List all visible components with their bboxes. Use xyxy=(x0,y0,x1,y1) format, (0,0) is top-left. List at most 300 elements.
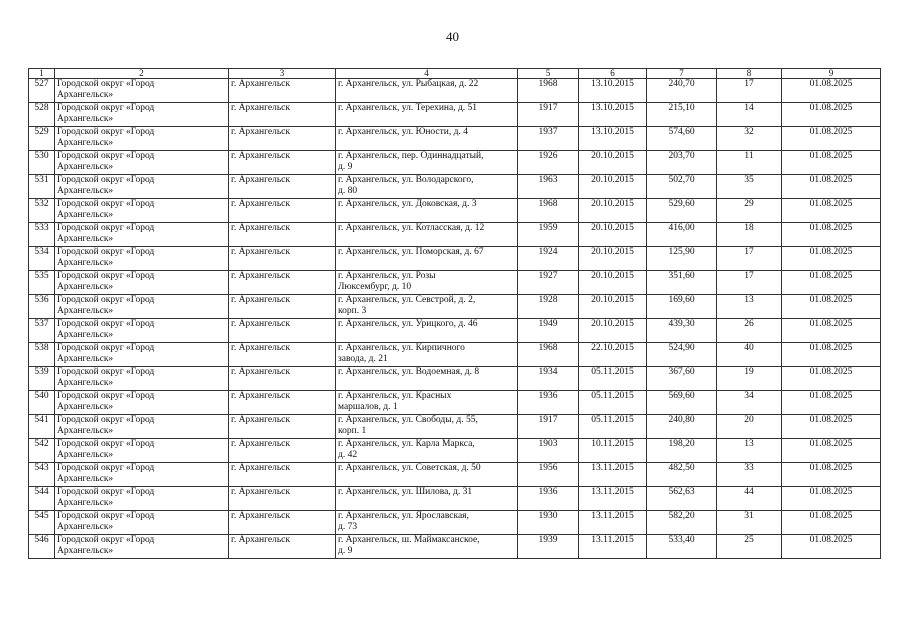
municipality-cell xyxy=(55,295,229,319)
address-cell-line: г. Архангельск, ул. Юности, д. 4 xyxy=(338,127,468,137)
area-cell xyxy=(647,175,717,199)
row-number-cell-line: 541 xyxy=(34,415,49,425)
date-cell-line: 13.10.2015 xyxy=(591,79,634,89)
deadline-cell-line: 01.08.2025 xyxy=(809,295,853,305)
deadline-cell-line: 01.08.2025 xyxy=(809,271,853,281)
address-cell-line: г. Архангельск, ул. Шилова, д. 31 xyxy=(338,487,473,497)
deadline-cell xyxy=(782,343,881,367)
count-cell xyxy=(717,79,782,103)
municipality-cell-line: Городской округ «Город xyxy=(57,271,155,281)
municipality-cell-line: Архангельск» xyxy=(57,162,114,173)
row-number-cell-line: 532 xyxy=(34,199,49,209)
year-cell-line: 1936 xyxy=(538,391,558,401)
count-cell-line: 40 xyxy=(744,343,754,353)
municipality-cell xyxy=(55,151,229,175)
area-cell xyxy=(647,463,717,487)
municipality-cell xyxy=(55,487,229,511)
municipality-cell-line: Архангельск» xyxy=(57,90,114,101)
municipality-cell-line: Городской округ «Город xyxy=(57,127,155,137)
address-cell xyxy=(336,175,518,199)
date-cell xyxy=(579,127,647,151)
row-number-cell xyxy=(29,487,55,511)
municipality-cell-line: Архангельск» xyxy=(57,282,114,293)
table-row xyxy=(29,535,881,559)
table-row xyxy=(29,151,881,175)
count-cell-line: 19 xyxy=(744,367,754,377)
area-cell-line: 439,30 xyxy=(668,319,695,329)
year-cell xyxy=(518,487,579,511)
municipality-cell xyxy=(55,415,229,439)
date-cell xyxy=(579,391,647,415)
row-number-cell xyxy=(29,511,55,535)
table-row xyxy=(29,463,881,487)
address-cell-line: г. Архангельск, ул. Водоемная, д. 8 xyxy=(338,367,480,377)
municipality-cell-line: Архангельск» xyxy=(57,306,114,317)
row-number-cell-line: 530 xyxy=(34,151,49,161)
municipality-cell-line: Архангельск» xyxy=(57,450,114,461)
address-cell-line: г. Архангельск, ул. Розы xyxy=(338,271,436,281)
city-cell xyxy=(229,271,336,295)
deadline-cell-line: 01.08.2025 xyxy=(809,487,853,497)
row-number-cell-line: 536 xyxy=(34,295,49,305)
row-number-cell-line: 537 xyxy=(34,319,49,329)
date-cell xyxy=(579,175,647,199)
date-cell xyxy=(579,343,647,367)
city-cell-line: г. Архангельск xyxy=(231,439,291,449)
deadline-cell-line: 01.08.2025 xyxy=(809,79,853,89)
area-cell-line: 351,60 xyxy=(668,271,695,281)
municipality-cell xyxy=(55,223,229,247)
municipality-cell xyxy=(55,175,229,199)
deadline-cell-line: 01.08.2025 xyxy=(809,391,853,401)
deadline-cell xyxy=(782,271,881,295)
area-cell xyxy=(647,391,717,415)
row-number-cell-line: 535 xyxy=(34,271,49,281)
city-cell xyxy=(229,319,336,343)
deadline-cell xyxy=(782,79,881,103)
municipality-cell-line: Городской округ «Город xyxy=(57,103,155,113)
area-cell-line: 240,70 xyxy=(668,79,695,89)
count-cell-line: 44 xyxy=(744,487,754,497)
year-cell xyxy=(518,175,579,199)
row-number-cell-line: 534 xyxy=(34,247,49,257)
municipality-cell-line: Архангельск» xyxy=(57,426,114,437)
deadline-cell-line: 01.08.2025 xyxy=(809,103,853,113)
municipality-cell xyxy=(55,127,229,151)
area-cell-line: 215,10 xyxy=(668,103,695,113)
area-cell xyxy=(647,223,717,247)
year-cell xyxy=(518,319,579,343)
address-cell xyxy=(336,223,518,247)
deadline-cell-line: 01.08.2025 xyxy=(809,343,853,353)
count-cell-line: 17 xyxy=(744,79,754,89)
year-cell-line: 1917 xyxy=(538,103,558,113)
date-cell-line: 20.10.2015 xyxy=(591,175,634,185)
table-row xyxy=(29,487,881,511)
row-number-cell xyxy=(29,199,55,223)
year-cell xyxy=(518,79,579,103)
address-cell-line: г. Архангельск, ул. Красных xyxy=(338,391,452,401)
count-cell-line: 34 xyxy=(744,391,754,401)
date-cell-line: 20.10.2015 xyxy=(591,199,634,209)
date-cell xyxy=(579,511,647,535)
column-header: 5 xyxy=(518,69,579,79)
row-number-cell-line: 528 xyxy=(34,103,49,113)
count-cell xyxy=(717,343,782,367)
table-header xyxy=(29,69,881,79)
date-cell-line: 05.11.2015 xyxy=(591,415,634,425)
year-cell xyxy=(518,295,579,319)
address-cell-line: завода, д. 21 xyxy=(338,354,388,365)
address-cell-line: г. Архангельск, ул. Кирпичного xyxy=(338,343,465,353)
address-cell xyxy=(336,295,518,319)
address-cell xyxy=(336,511,518,535)
date-cell xyxy=(579,151,647,175)
column-header: 4 xyxy=(336,69,518,79)
date-cell-line: 20.10.2015 xyxy=(591,319,634,329)
city-cell xyxy=(229,127,336,151)
deadline-cell xyxy=(782,151,881,175)
address-cell-line: г. Архангельск, ул. Свободы, д. 55, xyxy=(338,415,478,425)
year-cell xyxy=(518,367,579,391)
date-cell xyxy=(579,223,647,247)
municipality-cell xyxy=(55,319,229,343)
table-row xyxy=(29,199,881,223)
year-cell xyxy=(518,439,579,463)
column-header: 2 xyxy=(55,69,229,79)
deadline-cell xyxy=(782,535,881,559)
address-cell xyxy=(336,247,518,271)
city-cell-line: г. Архангельск xyxy=(231,247,291,257)
count-cell-line: 17 xyxy=(744,271,754,281)
area-cell xyxy=(647,247,717,271)
count-cell xyxy=(717,367,782,391)
table-row xyxy=(29,79,881,103)
table-row xyxy=(29,175,881,199)
deadline-cell xyxy=(782,391,881,415)
year-cell-line: 1963 xyxy=(538,175,558,185)
municipality-cell-line: Архангельск» xyxy=(57,402,114,413)
municipality-cell-line: Городской округ «Город xyxy=(57,463,155,473)
year-cell-line: 1927 xyxy=(538,271,558,281)
table-row xyxy=(29,439,881,463)
city-cell-line: г. Архангельск xyxy=(231,223,291,233)
date-cell-line: 20.10.2015 xyxy=(591,271,634,281)
area-cell-line: 502,70 xyxy=(668,175,695,185)
row-number-cell xyxy=(29,391,55,415)
area-cell xyxy=(647,343,717,367)
city-cell xyxy=(229,415,336,439)
area-cell-line: 562,63 xyxy=(668,487,695,497)
row-number-cell xyxy=(29,439,55,463)
year-cell xyxy=(518,463,579,487)
row-number-cell-line: 540 xyxy=(34,391,49,401)
municipality-cell xyxy=(55,199,229,223)
count-cell-line: 18 xyxy=(744,223,754,233)
count-cell-line: 33 xyxy=(744,463,754,473)
count-cell-line: 25 xyxy=(744,535,754,545)
year-cell-line: 1924 xyxy=(538,247,558,257)
area-cell-line: 574,60 xyxy=(668,127,695,137)
municipality-cell-line: Архангельск» xyxy=(57,210,114,221)
address-cell xyxy=(336,79,518,103)
deadline-cell xyxy=(782,319,881,343)
address-cell xyxy=(336,487,518,511)
city-cell-line: г. Архангельск xyxy=(231,391,291,401)
area-cell xyxy=(647,79,717,103)
city-cell xyxy=(229,391,336,415)
year-cell xyxy=(518,271,579,295)
date-cell-line: 22.10.2015 xyxy=(591,343,634,353)
city-cell-line: г. Архангельск xyxy=(231,463,291,473)
city-cell-line: г. Архангельск xyxy=(231,487,291,497)
address-cell-line: г. Архангельск, ул. Поморская, д. 67 xyxy=(338,247,484,257)
count-cell-line: 31 xyxy=(744,511,754,521)
count-cell xyxy=(717,439,782,463)
deadline-cell xyxy=(782,127,881,151)
year-cell-line: 1936 xyxy=(538,487,558,497)
date-cell xyxy=(579,439,647,463)
area-cell-line: 240,80 xyxy=(668,415,695,425)
count-cell-line: 17 xyxy=(744,247,754,257)
municipality-cell xyxy=(55,511,229,535)
date-cell xyxy=(579,199,647,223)
count-cell xyxy=(717,175,782,199)
address-cell xyxy=(336,535,518,559)
area-cell-line: 533,40 xyxy=(668,535,695,545)
municipality-cell-line: Городской округ «Город xyxy=(57,175,155,185)
year-cell-line: 1930 xyxy=(538,511,558,521)
address-cell-line: г. Архангельск, ул. Котласская, д. 12 xyxy=(338,223,485,233)
address-cell xyxy=(336,343,518,367)
address-cell xyxy=(336,151,518,175)
municipality-cell xyxy=(55,391,229,415)
column-header: 1 xyxy=(29,69,55,79)
municipality-cell-line: Архангельск» xyxy=(57,330,114,341)
deadline-cell xyxy=(782,247,881,271)
column-header: 9 xyxy=(782,69,881,79)
table-row xyxy=(29,103,881,127)
year-cell-line: 1949 xyxy=(538,319,558,329)
year-cell-line: 1903 xyxy=(538,439,558,449)
date-cell-line: 05.11.2015 xyxy=(591,367,634,377)
date-cell-line: 13.11.2015 xyxy=(591,487,634,497)
municipality-cell-line: Городской округ «Город xyxy=(57,391,155,401)
deadline-cell-line: 01.08.2025 xyxy=(809,247,853,257)
deadline-cell xyxy=(782,367,881,391)
count-cell xyxy=(717,319,782,343)
city-cell xyxy=(229,79,336,103)
row-number-cell-line: 531 xyxy=(34,175,49,185)
city-cell xyxy=(229,343,336,367)
address-cell-line: корп. 3 xyxy=(338,306,367,317)
area-cell-line: 582,20 xyxy=(668,511,695,521)
date-cell-line: 13.10.2015 xyxy=(591,103,634,113)
deadline-cell xyxy=(782,463,881,487)
row-number-cell xyxy=(29,319,55,343)
year-cell-line: 1959 xyxy=(538,223,558,233)
city-cell-line: г. Архангельск xyxy=(231,127,291,137)
date-cell xyxy=(579,79,647,103)
city-cell-line: г. Архангельск xyxy=(231,319,291,329)
row-number-cell xyxy=(29,535,55,559)
city-cell-line: г. Архангельск xyxy=(231,535,291,545)
table-row xyxy=(29,511,881,535)
municipality-cell-line: Городской округ «Город xyxy=(57,247,155,257)
address-cell xyxy=(336,199,518,223)
table-row xyxy=(29,319,881,343)
municipality-cell xyxy=(55,535,229,559)
address-cell-line: корп. 1 xyxy=(338,426,367,437)
row-number-cell xyxy=(29,463,55,487)
date-cell xyxy=(579,247,647,271)
table-row xyxy=(29,343,881,367)
column-header: 8 xyxy=(717,69,782,79)
deadline-cell-line: 01.08.2025 xyxy=(809,175,853,185)
address-cell xyxy=(336,127,518,151)
date-cell-line: 13.10.2015 xyxy=(591,127,634,137)
count-cell-line: 35 xyxy=(744,175,754,185)
area-cell xyxy=(647,127,717,151)
row-number-cell xyxy=(29,103,55,127)
address-cell-line: Люксембург, д. 10 xyxy=(338,282,412,293)
date-cell xyxy=(579,535,647,559)
address-cell xyxy=(336,439,518,463)
municipality-cell-line: Городской округ «Город xyxy=(57,295,155,305)
count-cell xyxy=(717,295,782,319)
count-cell xyxy=(717,463,782,487)
area-cell xyxy=(647,199,717,223)
area-cell xyxy=(647,487,717,511)
count-cell-line: 11 xyxy=(744,151,754,161)
address-cell xyxy=(336,103,518,127)
city-cell xyxy=(229,535,336,559)
table-row xyxy=(29,127,881,151)
year-cell-line: 1939 xyxy=(538,535,558,545)
row-number-cell-line: 546 xyxy=(34,535,49,545)
municipality-cell-line: Архангельск» xyxy=(57,474,114,485)
area-cell-line: 569,60 xyxy=(668,391,695,401)
year-cell xyxy=(518,199,579,223)
year-cell-line: 1937 xyxy=(538,127,558,137)
date-cell-line: 20.10.2015 xyxy=(591,247,634,257)
city-cell xyxy=(229,367,336,391)
municipality-cell xyxy=(55,367,229,391)
count-cell-line: 26 xyxy=(744,319,754,329)
address-cell-line: г. Архангельск, ул. Советская, д. 50 xyxy=(338,463,481,473)
count-cell-line: 20 xyxy=(744,415,754,425)
city-cell-line: г. Архангельск xyxy=(231,151,291,161)
area-cell-line: 203,70 xyxy=(668,151,695,161)
municipality-cell-line: Городской округ «Город xyxy=(57,151,155,161)
year-cell xyxy=(518,151,579,175)
row-number-cell-line: 544 xyxy=(34,487,49,497)
year-cell xyxy=(518,391,579,415)
area-cell-line: 367,60 xyxy=(668,367,695,377)
municipality-cell-line: Городской округ «Город xyxy=(57,319,155,329)
date-cell xyxy=(579,367,647,391)
date-cell-line: 10.11.2015 xyxy=(591,439,634,449)
row-number-cell xyxy=(29,175,55,199)
address-cell xyxy=(336,271,518,295)
address-cell-line: г. Архангельск, ул. Доковская, д. 3 xyxy=(338,199,477,209)
year-cell xyxy=(518,511,579,535)
year-cell xyxy=(518,343,579,367)
municipality-cell-line: Городской округ «Город xyxy=(57,487,155,497)
row-number-cell-line: 533 xyxy=(34,223,49,233)
address-cell xyxy=(336,391,518,415)
year-cell-line: 1968 xyxy=(538,199,558,209)
city-cell xyxy=(229,247,336,271)
municipality-cell-line: Городской округ «Город xyxy=(57,343,155,353)
row-number-cell-line: 543 xyxy=(34,463,49,473)
column-header: 3 xyxy=(229,69,336,79)
address-cell xyxy=(336,319,518,343)
area-cell-line: 529,60 xyxy=(668,199,695,209)
row-number-cell-line: 538 xyxy=(34,343,49,353)
row-number-cell xyxy=(29,415,55,439)
address-cell-line: г. Архангельск, ул. Ярославская, xyxy=(338,511,469,521)
count-cell xyxy=(717,127,782,151)
address-cell xyxy=(336,463,518,487)
table-row xyxy=(29,367,881,391)
city-cell xyxy=(229,295,336,319)
table-row xyxy=(29,391,881,415)
count-cell xyxy=(717,511,782,535)
address-cell-line: г. Архангельск, ш. Маймаксанское, xyxy=(338,535,480,545)
area-cell xyxy=(647,271,717,295)
count-cell xyxy=(717,271,782,295)
year-cell xyxy=(518,247,579,271)
city-cell-line: г. Архангельск xyxy=(231,103,291,113)
municipality-cell xyxy=(55,463,229,487)
municipality-cell-line: Архангельск» xyxy=(57,138,114,149)
municipality-cell xyxy=(55,271,229,295)
address-cell-line: д. 80 xyxy=(338,186,358,197)
city-cell xyxy=(229,151,336,175)
year-cell xyxy=(518,103,579,127)
table-row xyxy=(29,415,881,439)
deadline-cell xyxy=(782,415,881,439)
municipality-cell xyxy=(55,343,229,367)
area-cell-line: 482,50 xyxy=(668,463,695,473)
table-row xyxy=(29,247,881,271)
area-cell xyxy=(647,319,717,343)
date-cell-line: 13.11.2015 xyxy=(591,535,634,545)
year-cell-line: 1917 xyxy=(538,415,558,425)
municipality-cell-line: Архангельск» xyxy=(57,522,114,533)
count-cell xyxy=(717,199,782,223)
area-cell-line: 125,90 xyxy=(668,247,695,257)
deadline-cell xyxy=(782,199,881,223)
count-cell xyxy=(717,223,782,247)
row-number-cell xyxy=(29,295,55,319)
table-row xyxy=(29,223,881,247)
address-cell-line: д. 73 xyxy=(338,522,358,533)
row-number-cell xyxy=(29,127,55,151)
deadline-cell xyxy=(782,175,881,199)
municipality-cell-line: Городской округ «Город xyxy=(57,511,155,521)
deadline-cell-line: 01.08.2025 xyxy=(809,511,853,521)
year-cell-line: 1968 xyxy=(538,343,558,353)
year-cell xyxy=(518,127,579,151)
municipality-cell-line: Городской округ «Город xyxy=(57,415,155,425)
address-cell-line: г. Архангельск, ул. Володарского, xyxy=(338,175,474,185)
city-cell-line: г. Архангельск xyxy=(231,367,291,377)
year-cell xyxy=(518,415,579,439)
municipality-cell-line: Архангельск» xyxy=(57,114,114,125)
deadline-cell-line: 01.08.2025 xyxy=(809,319,853,329)
